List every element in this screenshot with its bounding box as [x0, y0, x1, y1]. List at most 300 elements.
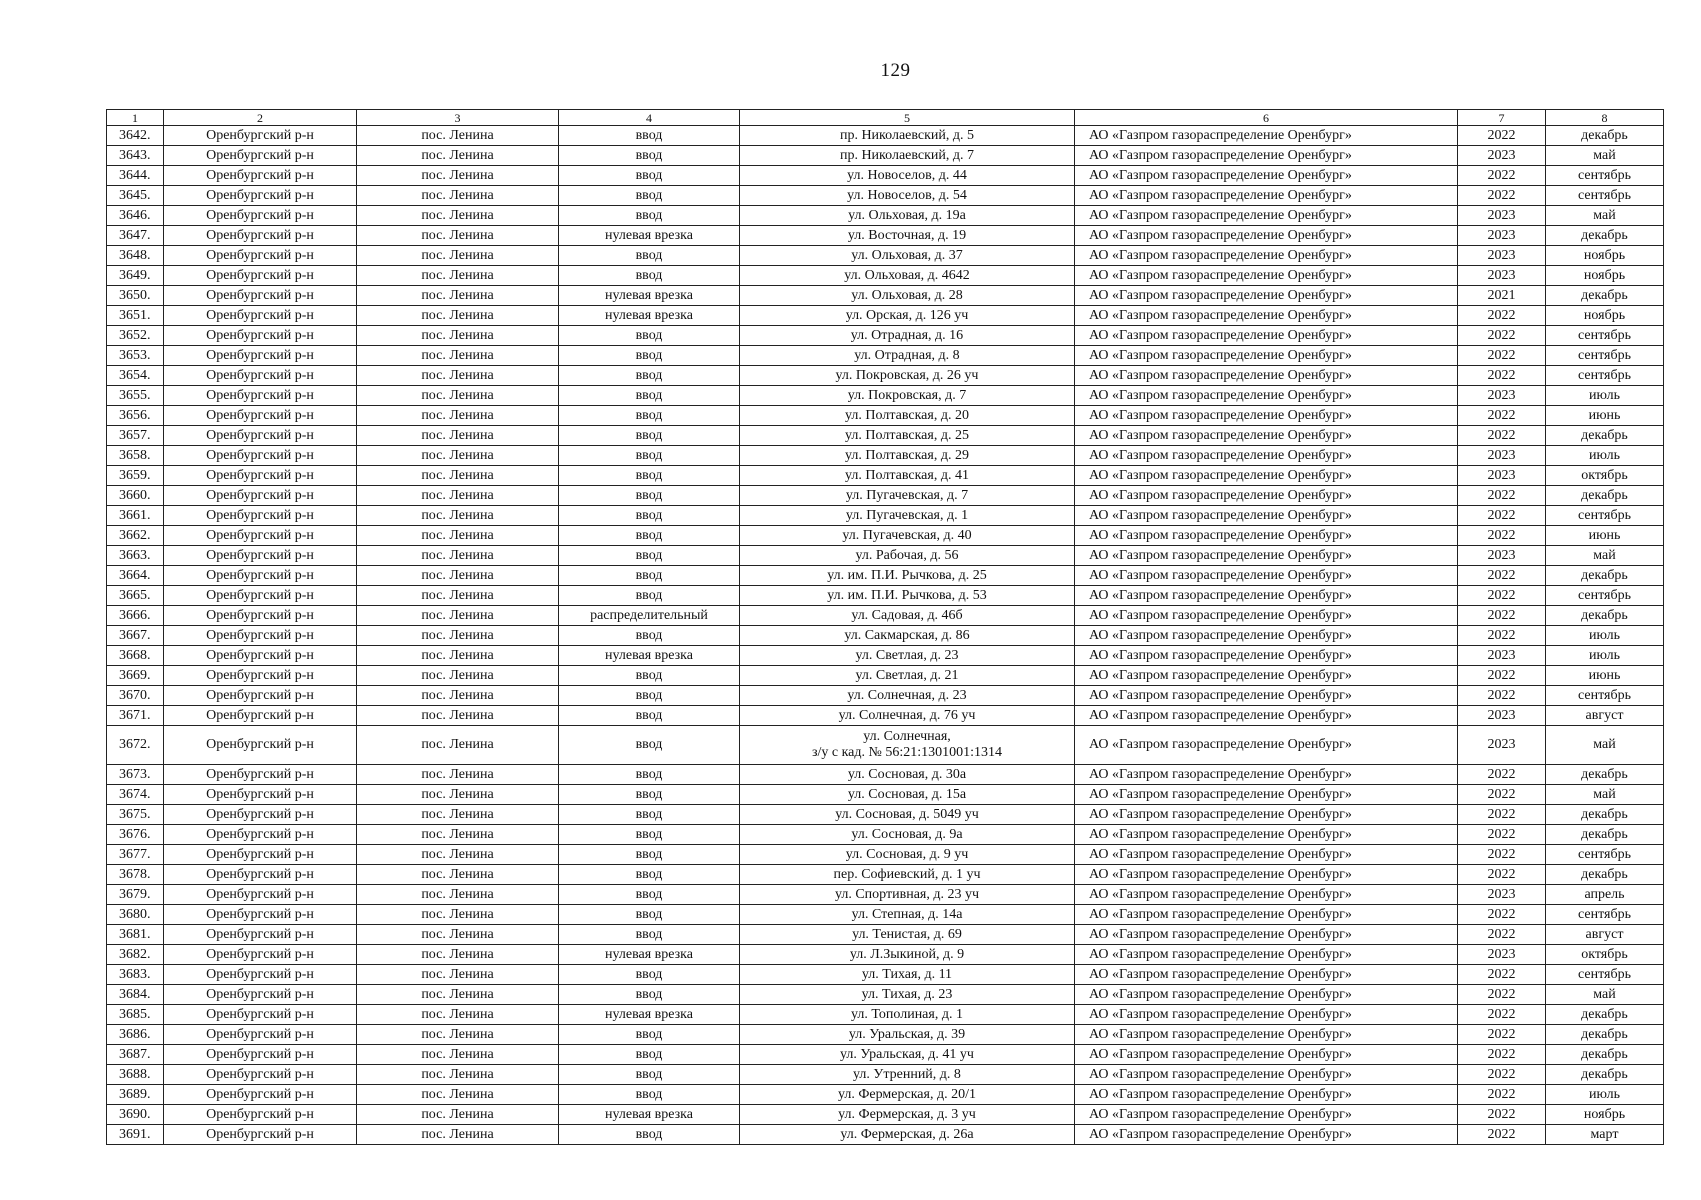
- row-number-cell: 3653.: [107, 346, 164, 366]
- organization-cell: АО «Газпром газораспределение Оренбург»: [1075, 346, 1458, 366]
- row-number-cell: 3646.: [107, 206, 164, 226]
- month-cell: сентябрь: [1546, 366, 1664, 386]
- month-cell: декабрь: [1546, 765, 1664, 785]
- organization-cell: АО «Газпром газораспределение Оренбург»: [1075, 326, 1458, 346]
- month-cell: май: [1546, 146, 1664, 166]
- month-cell: июнь: [1546, 406, 1664, 426]
- address-cell: ул. Садовая, д. 46б: [740, 606, 1075, 626]
- row-number-cell: 3675.: [107, 805, 164, 825]
- organization-cell: АО «Газпром газораспределение Оренбург»: [1075, 386, 1458, 406]
- row-number-cell: 3654.: [107, 366, 164, 386]
- organization-cell: АО «Газпром газораспределение Оренбург»: [1075, 266, 1458, 286]
- table-row: [107, 346, 1664, 366]
- work-type-cell: ввод: [559, 326, 740, 346]
- organization-cell: АО «Газпром газораспределение Оренбург»: [1075, 606, 1458, 626]
- table-row: [107, 805, 1664, 825]
- year-cell: 2022: [1458, 765, 1546, 785]
- month-cell: декабрь: [1546, 566, 1664, 586]
- organization-cell: АО «Газпром газораспределение Оренбург»: [1075, 286, 1458, 306]
- work-type-cell: распределительный: [559, 606, 740, 626]
- table-row: [107, 706, 1664, 726]
- table-row: [107, 765, 1664, 785]
- work-type-cell: ввод: [559, 885, 740, 905]
- work-type-cell: ввод: [559, 546, 740, 566]
- table-row: [107, 1005, 1664, 1025]
- row-number-cell: 3683.: [107, 965, 164, 985]
- settlement-cell: пос. Ленина: [357, 1125, 559, 1145]
- row-number-cell: 3661.: [107, 506, 164, 526]
- month-cell: апрель: [1546, 885, 1664, 905]
- district-cell: Оренбургский р-н: [164, 626, 357, 646]
- month-cell: сентябрь: [1546, 905, 1664, 925]
- month-cell: сентябрь: [1546, 506, 1664, 526]
- work-type-cell: нулевая врезка: [559, 286, 740, 306]
- year-cell: 2023: [1458, 266, 1546, 286]
- district-cell: Оренбургский р-н: [164, 726, 357, 765]
- row-number-cell: 3663.: [107, 546, 164, 566]
- month-cell: октябрь: [1546, 466, 1664, 486]
- organization-cell: АО «Газпром газораспределение Оренбург»: [1075, 805, 1458, 825]
- district-cell: Оренбургский р-н: [164, 486, 357, 506]
- organization-cell: АО «Газпром газораспределение Оренбург»: [1075, 206, 1458, 226]
- organization-cell: АО «Газпром газораспределение Оренбург»: [1075, 1125, 1458, 1145]
- row-number-cell: 3647.: [107, 226, 164, 246]
- work-type-cell: нулевая врезка: [559, 226, 740, 246]
- address-cell: ул. Новоселов, д. 44: [740, 166, 1075, 186]
- year-cell: 2022: [1458, 805, 1546, 825]
- month-cell: сентябрь: [1546, 586, 1664, 606]
- address-cell: [740, 726, 1075, 765]
- year-cell: 2022: [1458, 566, 1546, 586]
- organization-cell: АО «Газпром газораспределение Оренбург»: [1075, 546, 1458, 566]
- address-cell: ул. Тихая, д. 11: [740, 965, 1075, 985]
- work-type-cell: ввод: [559, 406, 740, 426]
- district-cell: Оренбургский р-н: [164, 546, 357, 566]
- year-cell: 2023: [1458, 446, 1546, 466]
- year-cell: 2023: [1458, 706, 1546, 726]
- row-number-cell: 3667.: [107, 626, 164, 646]
- table-row: [107, 1085, 1664, 1105]
- address-cell: ул. Спортивная, д. 23 уч: [740, 885, 1075, 905]
- work-type-cell: ввод: [559, 706, 740, 726]
- settlement-cell: пос. Ленина: [357, 166, 559, 186]
- district-cell: Оренбургский р-н: [164, 985, 357, 1005]
- address-cell: ул. Сосновая, д. 30а: [740, 765, 1075, 785]
- row-number-cell: 3668.: [107, 646, 164, 666]
- table-row: [107, 486, 1664, 506]
- month-cell: май: [1546, 206, 1664, 226]
- district-cell: Оренбургский р-н: [164, 186, 357, 206]
- month-cell: декабрь: [1546, 126, 1664, 146]
- district-cell: Оренбургский р-н: [164, 1065, 357, 1085]
- work-type-cell: ввод: [559, 845, 740, 865]
- table-row: [107, 925, 1664, 945]
- table-row: [107, 945, 1664, 965]
- district-cell: Оренбургский р-н: [164, 785, 357, 805]
- address-cell: ул. Ольховая, д. 4642: [740, 266, 1075, 286]
- organization-cell: АО «Газпром газораспределение Оренбург»: [1075, 1065, 1458, 1085]
- row-number-cell: 3643.: [107, 146, 164, 166]
- address-cell: ул. Тополиная, д. 1: [740, 1005, 1075, 1025]
- table-row: [107, 506, 1664, 526]
- organization-cell: АО «Газпром газораспределение Оренбург»: [1075, 246, 1458, 266]
- settlement-cell: пос. Ленина: [357, 845, 559, 865]
- district-cell: Оренбургский р-н: [164, 945, 357, 965]
- settlement-cell: пос. Ленина: [357, 1025, 559, 1045]
- row-number-cell: 3680.: [107, 905, 164, 925]
- work-type-cell: ввод: [559, 1065, 740, 1085]
- district-cell: Оренбургский р-н: [164, 146, 357, 166]
- work-type-cell: нулевая врезка: [559, 1005, 740, 1025]
- year-cell: 2022: [1458, 1005, 1546, 1025]
- year-cell: 2023: [1458, 885, 1546, 905]
- table-row: [107, 965, 1664, 985]
- table-row: [107, 1105, 1664, 1125]
- address-cell: ул. Орская, д. 126 уч: [740, 306, 1075, 326]
- organization-cell: АО «Газпром газораспределение Оренбург»: [1075, 666, 1458, 686]
- row-number-cell: 3655.: [107, 386, 164, 406]
- month-cell: июль: [1546, 446, 1664, 466]
- district-cell: Оренбургский р-н: [164, 506, 357, 526]
- work-type-cell: ввод: [559, 186, 740, 206]
- table-row: [107, 885, 1664, 905]
- month-cell: декабрь: [1546, 825, 1664, 845]
- organization-cell: АО «Газпром газораспределение Оренбург»: [1075, 146, 1458, 166]
- organization-cell: АО «Газпром газораспределение Оренбург»: [1075, 885, 1458, 905]
- address-cell: ул. им. П.И. Рычкова, д. 25: [740, 566, 1075, 586]
- table-row: [107, 546, 1664, 566]
- month-cell: сентябрь: [1546, 186, 1664, 206]
- row-number-cell: 3685.: [107, 1005, 164, 1025]
- organization-cell: АО «Газпром газораспределение Оренбург»: [1075, 825, 1458, 845]
- column-number-header: 2: [164, 110, 357, 126]
- work-type-cell: ввод: [559, 246, 740, 266]
- organization-cell: АО «Газпром газораспределение Оренбург»: [1075, 1045, 1458, 1065]
- address-cell: ул. Уральская, д. 39: [740, 1025, 1075, 1045]
- month-cell: декабрь: [1546, 486, 1664, 506]
- table-row: [107, 286, 1664, 306]
- district-cell: Оренбургский р-н: [164, 805, 357, 825]
- organization-cell: АО «Газпром газораспределение Оренбург»: [1075, 1105, 1458, 1125]
- row-number-cell: 3674.: [107, 785, 164, 805]
- district-cell: Оренбургский р-н: [164, 526, 357, 546]
- address-cell: пер. Софиевский, д. 1 уч: [740, 865, 1075, 885]
- settlement-cell: пос. Ленина: [357, 706, 559, 726]
- table-row: [107, 586, 1664, 606]
- month-cell: октябрь: [1546, 945, 1664, 965]
- organization-cell: АО «Газпром газораспределение Оренбург»: [1075, 366, 1458, 386]
- table-row: [107, 1125, 1664, 1145]
- address-cell: ул. Пугачевская, д. 7: [740, 486, 1075, 506]
- organization-cell: АО «Газпром газораспределение Оренбург»: [1075, 166, 1458, 186]
- row-number-cell: 3687.: [107, 1045, 164, 1065]
- address-cell: ул. Фермерская, д. 3 уч: [740, 1105, 1075, 1125]
- district-cell: Оренбургский р-н: [164, 446, 357, 466]
- organization-cell: АО «Газпром газораспределение Оренбург»: [1075, 865, 1458, 885]
- year-cell: 2023: [1458, 646, 1546, 666]
- district-cell: Оренбургский р-н: [164, 266, 357, 286]
- table-row: [107, 206, 1664, 226]
- year-cell: 2022: [1458, 486, 1546, 506]
- address-cell: ул. Полтавская, д. 41: [740, 466, 1075, 486]
- organization-cell: АО «Газпром газораспределение Оренбург»: [1075, 586, 1458, 606]
- organization-cell: АО «Газпром газораспределение Оренбург»: [1075, 466, 1458, 486]
- month-cell: май: [1546, 546, 1664, 566]
- address-cell: ул. Сосновая, д. 9 уч: [740, 845, 1075, 865]
- settlement-cell: пос. Ленина: [357, 446, 559, 466]
- address-cell: ул. Отрадная, д. 8: [740, 346, 1075, 366]
- row-number-cell: 3644.: [107, 166, 164, 186]
- month-cell: ноябрь: [1546, 306, 1664, 326]
- year-cell: 2022: [1458, 526, 1546, 546]
- settlement-cell: пос. Ленина: [357, 606, 559, 626]
- row-number-cell: 3642.: [107, 126, 164, 146]
- year-cell: 2022: [1458, 686, 1546, 706]
- address-cell: ул. Ольховая, д. 19а: [740, 206, 1075, 226]
- row-number-cell: 3664.: [107, 566, 164, 586]
- month-cell: декабрь: [1546, 426, 1664, 446]
- district-cell: Оренбургский р-н: [164, 965, 357, 985]
- address-cell: ул. Сосновая, д. 9а: [740, 825, 1075, 845]
- address-cell: ул. им. П.И. Рычкова, д. 53: [740, 586, 1075, 606]
- month-cell: июль: [1546, 1085, 1664, 1105]
- organization-cell: АО «Газпром газораспределение Оренбург»: [1075, 626, 1458, 646]
- table-row: [107, 905, 1664, 925]
- address-cell: ул. Фермерская, д. 20/1: [740, 1085, 1075, 1105]
- row-number-cell: 3682.: [107, 945, 164, 965]
- address-cell: ул. Уральская, д. 41 уч: [740, 1045, 1075, 1065]
- address-cell: ул. Полтавская, д. 29: [740, 446, 1075, 466]
- address-cell: ул. Ольховая, д. 37: [740, 246, 1075, 266]
- settlement-cell: пос. Ленина: [357, 226, 559, 246]
- month-cell: декабрь: [1546, 606, 1664, 626]
- row-number-cell: 3681.: [107, 925, 164, 945]
- table-row: [107, 1025, 1664, 1045]
- row-number-cell: 3660.: [107, 486, 164, 506]
- year-cell: 2022: [1458, 366, 1546, 386]
- year-cell: 2022: [1458, 1065, 1546, 1085]
- settlement-cell: пос. Ленина: [357, 1045, 559, 1065]
- settlement-cell: пос. Ленина: [357, 206, 559, 226]
- settlement-cell: пос. Ленина: [357, 186, 559, 206]
- work-type-cell: ввод: [559, 626, 740, 646]
- year-cell: 2022: [1458, 1125, 1546, 1145]
- month-cell: декабрь: [1546, 805, 1664, 825]
- month-cell: август: [1546, 925, 1664, 945]
- work-type-cell: ввод: [559, 466, 740, 486]
- organization-cell: АО «Газпром газораспределение Оренбург»: [1075, 965, 1458, 985]
- table-row: [107, 306, 1664, 326]
- year-cell: 2022: [1458, 985, 1546, 1005]
- table-row: [107, 785, 1664, 805]
- work-type-cell: ввод: [559, 526, 740, 546]
- table-row: [107, 646, 1664, 666]
- address-cell: ул. Тихая, д. 23: [740, 985, 1075, 1005]
- address-cell: ул. Тенистая, д. 69: [740, 925, 1075, 945]
- address-cell: ул. Покровская, д. 26 уч: [740, 366, 1075, 386]
- month-cell: сентябрь: [1546, 166, 1664, 186]
- work-type-cell: ввод: [559, 726, 740, 765]
- column-number-header: 5: [740, 110, 1075, 126]
- row-number-cell: 3678.: [107, 865, 164, 885]
- organization-cell: АО «Газпром газораспределение Оренбург»: [1075, 446, 1458, 466]
- work-type-cell: ввод: [559, 1085, 740, 1105]
- row-number-cell: 3676.: [107, 825, 164, 845]
- row-number-cell: 3657.: [107, 426, 164, 446]
- table-row: [107, 726, 1664, 765]
- table-row: [107, 985, 1664, 1005]
- settlement-cell: пос. Ленина: [357, 666, 559, 686]
- year-cell: 2022: [1458, 865, 1546, 885]
- organization-cell: АО «Газпром газораспределение Оренбург»: [1075, 845, 1458, 865]
- table-row: [107, 406, 1664, 426]
- settlement-cell: пос. Ленина: [357, 366, 559, 386]
- settlement-cell: пос. Ленина: [357, 1005, 559, 1025]
- organization-cell: АО «Газпром газораспределение Оренбург»: [1075, 985, 1458, 1005]
- organization-cell: АО «Газпром газораспределение Оренбург»: [1075, 765, 1458, 785]
- work-type-cell: ввод: [559, 865, 740, 885]
- table-row: [107, 126, 1664, 146]
- month-cell: июль: [1546, 646, 1664, 666]
- settlement-cell: пос. Ленина: [357, 765, 559, 785]
- column-number-header: 8: [1546, 110, 1664, 126]
- year-cell: 2023: [1458, 206, 1546, 226]
- year-cell: 2023: [1458, 466, 1546, 486]
- district-cell: Оренбургский р-н: [164, 226, 357, 246]
- year-cell: 2022: [1458, 586, 1546, 606]
- row-number-cell: 3679.: [107, 885, 164, 905]
- work-type-cell: ввод: [559, 366, 740, 386]
- month-cell: май: [1546, 785, 1664, 805]
- work-type-cell: ввод: [559, 1045, 740, 1065]
- district-cell: Оренбургский р-н: [164, 666, 357, 686]
- organization-cell: АО «Газпром газораспределение Оренбург»: [1075, 186, 1458, 206]
- row-number-cell: 3671.: [107, 706, 164, 726]
- year-cell: 2023: [1458, 246, 1546, 266]
- address-cell: ул. Отрадная, д. 16: [740, 326, 1075, 346]
- organization-cell: АО «Газпром газораспределение Оренбург»: [1075, 1085, 1458, 1105]
- address-cell: пр. Николаевский, д. 7: [740, 146, 1075, 166]
- work-type-cell: нулевая врезка: [559, 646, 740, 666]
- row-number-cell: 3650.: [107, 286, 164, 306]
- settlement-cell: пос. Ленина: [357, 865, 559, 885]
- organization-cell: АО «Газпром газораспределение Оренбург»: [1075, 566, 1458, 586]
- organization-cell: АО «Газпром газораспределение Оренбург»: [1075, 1005, 1458, 1025]
- settlement-cell: пос. Ленина: [357, 626, 559, 646]
- district-cell: Оренбургский р-н: [164, 126, 357, 146]
- table-row: [107, 446, 1664, 466]
- row-number-cell: 3684.: [107, 985, 164, 1005]
- month-cell: ноябрь: [1546, 266, 1664, 286]
- work-type-cell: ввод: [559, 426, 740, 446]
- table-row: [107, 626, 1664, 646]
- settlement-cell: пос. Ленина: [357, 985, 559, 1005]
- district-cell: Оренбургский р-н: [164, 286, 357, 306]
- address-cell: ул. Сакмарская, д. 86: [740, 626, 1075, 646]
- district-cell: Оренбургский р-н: [164, 1005, 357, 1025]
- year-cell: 2022: [1458, 186, 1546, 206]
- settlement-cell: пос. Ленина: [357, 1105, 559, 1125]
- work-type-cell: ввод: [559, 1025, 740, 1045]
- table-row: [107, 865, 1664, 885]
- district-cell: Оренбургский р-н: [164, 706, 357, 726]
- year-cell: 2023: [1458, 726, 1546, 765]
- district-cell: Оренбургский р-н: [164, 206, 357, 226]
- table-row: [107, 266, 1664, 286]
- row-number-cell: 3673.: [107, 765, 164, 785]
- row-number-cell: 3652.: [107, 326, 164, 346]
- district-cell: Оренбургский р-н: [164, 246, 357, 266]
- organization-cell: АО «Газпром газораспределение Оренбург»: [1075, 226, 1458, 246]
- table-row: [107, 146, 1664, 166]
- organization-cell: АО «Газпром газораспределение Оренбург»: [1075, 406, 1458, 426]
- district-cell: Оренбургский р-н: [164, 646, 357, 666]
- district-cell: Оренбургский р-н: [164, 166, 357, 186]
- year-cell: 2023: [1458, 226, 1546, 246]
- settlement-cell: пос. Ленина: [357, 506, 559, 526]
- work-type-cell: ввод: [559, 126, 740, 146]
- settlement-cell: пос. Ленина: [357, 925, 559, 945]
- table-row: [107, 566, 1664, 586]
- work-type-cell: ввод: [559, 825, 740, 845]
- district-cell: Оренбургский р-н: [164, 1085, 357, 1105]
- district-cell: Оренбургский р-н: [164, 686, 357, 706]
- settlement-cell: пос. Ленина: [357, 546, 559, 566]
- column-number-header: 1: [107, 110, 164, 126]
- table-row: [107, 426, 1664, 446]
- month-cell: ноябрь: [1546, 1105, 1664, 1125]
- year-cell: 2022: [1458, 426, 1546, 446]
- row-number-cell: 3686.: [107, 1025, 164, 1045]
- table-row: [107, 526, 1664, 546]
- district-cell: Оренбургский р-н: [164, 845, 357, 865]
- row-number-cell: 3645.: [107, 186, 164, 206]
- table-row: [107, 246, 1664, 266]
- table-row: [107, 226, 1664, 246]
- district-cell: Оренбургский р-н: [164, 346, 357, 366]
- work-type-cell: ввод: [559, 446, 740, 466]
- month-cell: июль: [1546, 386, 1664, 406]
- district-cell: Оренбургский р-н: [164, 1105, 357, 1125]
- address-cell: ул. Солнечная, д. 23: [740, 686, 1075, 706]
- month-cell: сентябрь: [1546, 346, 1664, 366]
- month-cell: июль: [1546, 626, 1664, 646]
- month-cell: декабрь: [1546, 1065, 1664, 1085]
- district-cell: Оренбургский р-н: [164, 1025, 357, 1045]
- settlement-cell: пос. Ленина: [357, 1065, 559, 1085]
- settlement-cell: пос. Ленина: [357, 686, 559, 706]
- organization-cell: АО «Газпром газораспределение Оренбург»: [1075, 726, 1458, 765]
- district-cell: Оренбургский р-н: [164, 466, 357, 486]
- district-cell: Оренбургский р-н: [164, 326, 357, 346]
- month-cell: сентябрь: [1546, 845, 1664, 865]
- work-type-cell: ввод: [559, 506, 740, 526]
- organization-cell: АО «Газпром газораспределение Оренбург»: [1075, 905, 1458, 925]
- settlement-cell: пос. Ленина: [357, 785, 559, 805]
- work-type-cell: ввод: [559, 206, 740, 226]
- work-type-cell: ввод: [559, 985, 740, 1005]
- organization-cell: АО «Газпром газораспределение Оренбург»: [1075, 126, 1458, 146]
- district-cell: Оренбургский р-н: [164, 386, 357, 406]
- organization-cell: АО «Газпром газораспределение Оренбург»: [1075, 706, 1458, 726]
- row-number-cell: 3651.: [107, 306, 164, 326]
- work-type-cell: нулевая врезка: [559, 1105, 740, 1125]
- table-row: [107, 1065, 1664, 1085]
- settlement-cell: пос. Ленина: [357, 805, 559, 825]
- year-cell: 2022: [1458, 326, 1546, 346]
- table-row: [107, 366, 1664, 386]
- month-cell: май: [1546, 726, 1664, 765]
